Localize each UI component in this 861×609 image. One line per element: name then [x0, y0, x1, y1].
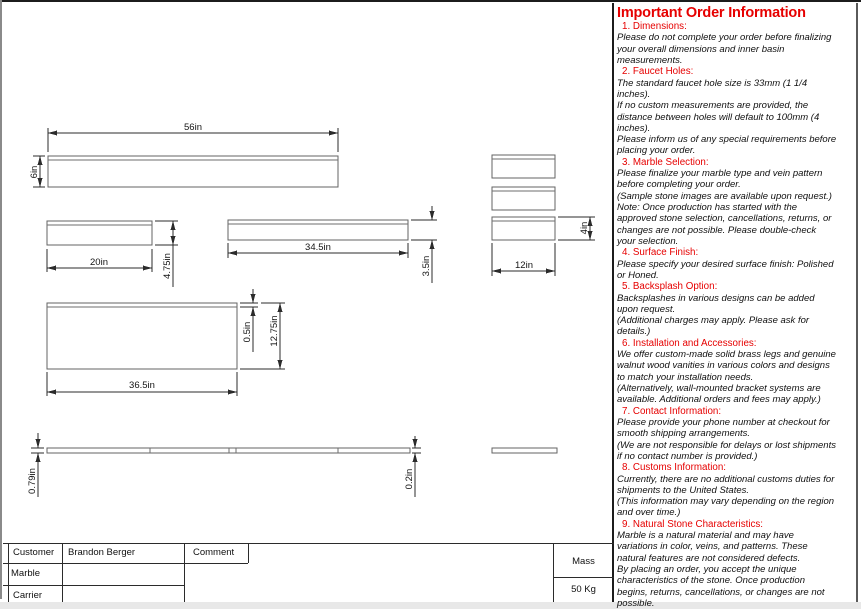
- customer-label: Customer: [13, 547, 55, 558]
- info-section-line: Please finalize your marble type and vein pattern: [617, 168, 823, 180]
- info-section-line: placing your order.: [617, 145, 696, 157]
- mass-label: Mass: [572, 556, 595, 567]
- dim-label-36.5in: 36.5in: [129, 380, 155, 391]
- piece-countertop-56in: [29, 122, 338, 187]
- dim-label-4in: 4in: [579, 221, 590, 235]
- info-section-line: Please specify your desired surface finish: Polished: [617, 258, 834, 270]
- info-section-line: The standard faucet hole size is 33mm (1 1/4: [617, 77, 808, 89]
- info-section-heading: 9. Natural Stone Characteristics:: [622, 518, 764, 530]
- info-section-line: smooth shipping arrangements.: [617, 428, 751, 440]
- info-section-line: begins, returns, cancellations, or changes are not: [617, 586, 825, 598]
- dim-label-20in: 20in: [90, 257, 108, 268]
- material-value: Marble: [11, 568, 41, 579]
- info-section-line: We offer custom-made solid brass legs and genuine: [617, 349, 836, 361]
- title-block-line: [3, 543, 614, 544]
- info-sections: [617, 21, 859, 609]
- info-section-line: to match your installation needs.: [617, 371, 754, 383]
- title-block-line: [3, 585, 184, 586]
- info-section-line: inches).: [617, 122, 651, 134]
- info-section-line: before completing your order.: [617, 179, 741, 191]
- info-section-line: measurements.: [617, 54, 683, 66]
- info-section-heading: 2. Faucet Holes:: [622, 66, 694, 78]
- piece-vanity-36.5in: [47, 289, 285, 396]
- dim-label-56in: 56in: [184, 122, 202, 133]
- dim-label-3.5in: 3.5in: [421, 255, 432, 277]
- info-section-heading: 1. Dimensions:: [622, 21, 687, 32]
- mass-value: 50 Kg: [571, 584, 596, 595]
- info-section-line: Please inform us of any special requirements before: [617, 134, 837, 146]
- title-block-line: [3, 563, 248, 564]
- info-section-line: and over time.): [617, 507, 681, 519]
- order-info-panel: [617, 5, 859, 609]
- info-section-line: Please provide your phone number at checkout for: [617, 416, 830, 428]
- piece-thin-strip-short: [492, 448, 557, 453]
- info-section-line: or Honed.: [617, 269, 659, 281]
- comment-label: Comment: [193, 547, 235, 558]
- dim-label-0.2in: 0.2in: [404, 468, 415, 490]
- info-section-line: (Sample stone images are available upon request.): [617, 190, 832, 202]
- dim-label-0.79in: 0.79in: [27, 468, 38, 494]
- info-section-line: variations in color, veins, and patterns. These: [617, 541, 808, 553]
- info-section-heading: 7. Contact Information:: [622, 405, 722, 417]
- info-section-line: natural features are not considered defects.: [617, 552, 801, 564]
- dim-label-34.5in: 34.5in: [305, 242, 331, 253]
- info-section-line: Please do not complete your order before finalizing: [617, 32, 832, 44]
- dim-label-6in: 6in: [29, 165, 40, 179]
- piece-34.5in: [228, 206, 437, 283]
- info-section-line: your selection.: [617, 235, 679, 247]
- info-section-line: distance between holes will default to 100mm (4: [617, 111, 820, 123]
- dim-label-12.75in: 12.75in: [269, 315, 280, 347]
- info-section-line: (Additional charges may apply. Please ask for: [617, 315, 810, 327]
- title-block-line: [8, 543, 9, 602]
- info-section-line: approved stone selection, cancellations, returns, or: [617, 213, 832, 225]
- info-panel-title: Important Order Information: [617, 5, 806, 21]
- info-section-heading: 5. Backsplash Option:: [622, 281, 718, 293]
- info-section-line: Marble is a natural material and may have: [617, 530, 794, 542]
- info-section-line: If no custom measurements are provided, the: [617, 100, 809, 112]
- dim-label-12in: 12in: [515, 260, 533, 271]
- info-section-line: inches).: [617, 88, 651, 100]
- info-section-line: possible.: [617, 597, 655, 609]
- dim-label-4.75in: 4.75in: [162, 253, 173, 279]
- info-section-line: (We are not responsible for delays or lost shipments: [617, 439, 836, 451]
- info-section-line: (This information may vary depending on the region: [617, 496, 835, 508]
- info-section-heading: 8. Customs Information:: [622, 462, 726, 474]
- info-section-line: details.): [617, 326, 651, 338]
- info-section-line: available. Additional orders and fees may apply.): [617, 394, 821, 406]
- piece-thin-strip-long: [27, 433, 421, 497]
- info-section-line: By placing an order, you accept the unique: [617, 564, 797, 575]
- dim-label-0.5in: 0.5in: [242, 321, 253, 343]
- info-section-line: your overall dimensions and inner basin: [617, 43, 785, 55]
- info-section-line: Note: Once production has started with the: [617, 202, 798, 213]
- title-block-line: [248, 543, 249, 563]
- piece-20in: [47, 221, 178, 287]
- info-section-line: changes are not possible. Please double-check: [617, 224, 817, 236]
- info-section-heading: 6. Installation and Accessories:: [622, 337, 757, 349]
- info-section-heading: 4. Surface Finish:: [622, 247, 699, 259]
- info-section-line: (Alternatively, wall-mounted bracket systems are: [617, 383, 821, 394]
- info-section-line: upon request.: [617, 303, 676, 315]
- piece-shelves-12in: [492, 155, 595, 276]
- title-block-line: [184, 543, 185, 602]
- customer-value: Brandon Berger: [68, 547, 136, 558]
- info-section-line: walnut wood vanities in various colors and designs: [617, 360, 830, 372]
- title-block-line: [62, 543, 63, 602]
- info-section-line: Currently, there are no additional customs duties for: [617, 473, 835, 485]
- info-section-line: if no contact number is provided.): [617, 450, 758, 462]
- title-block-line: [553, 577, 614, 578]
- info-section-line: Backsplashes in various designs can be added: [617, 292, 815, 304]
- info-section-heading: 3. Marble Selection:: [622, 156, 709, 168]
- info-section-line: characteristics of the stone. Once production: [617, 575, 805, 587]
- info-section-line: shipments to the United States.: [617, 484, 750, 496]
- carrier-label: Carrier: [13, 590, 43, 601]
